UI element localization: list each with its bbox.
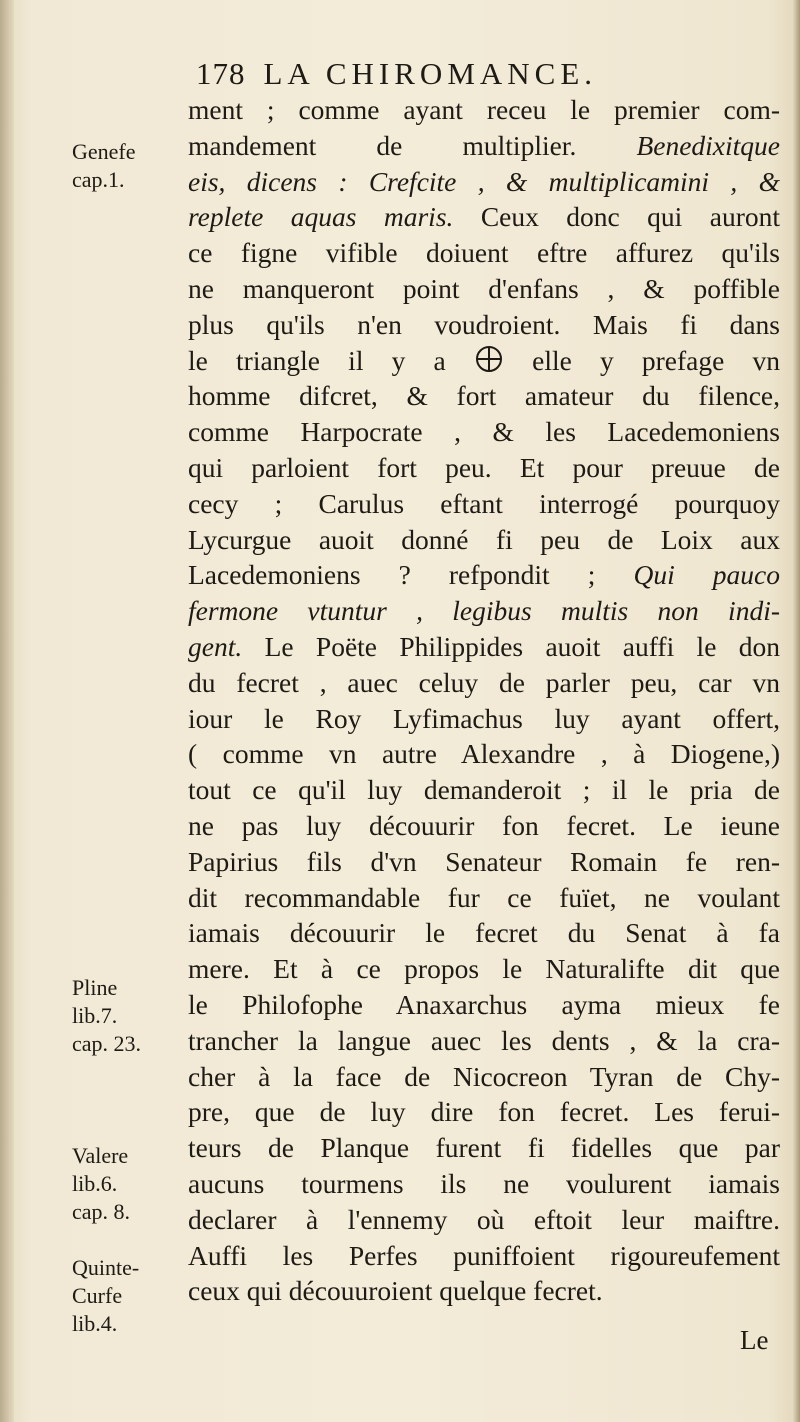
margin-note-line: cap. 23.	[72, 1031, 142, 1056]
text-line	[188, 1059, 780, 1095]
text-line	[188, 701, 780, 737]
italic-text: gent.	[188, 630, 243, 662]
text-line	[188, 450, 780, 486]
text-segment: cher à la face de Nicocreon Tyran de Chy-	[188, 1060, 780, 1092]
margin-note-line: Genefe	[72, 139, 136, 164]
text-segment: le Philofophe Anaxarchus ayma mieux fe	[188, 988, 780, 1020]
italic-text: replete aquas maris.	[188, 201, 454, 233]
text-line	[188, 1094, 780, 1130]
text-segment: elle y prefage vn	[503, 344, 780, 376]
text-line	[188, 1273, 780, 1309]
text-line	[188, 164, 780, 200]
text-line	[188, 736, 780, 772]
text-line	[188, 915, 780, 951]
text-line	[188, 1202, 780, 1238]
text-line	[188, 486, 780, 522]
text-segment: homme difcret, & fort amateur du filence,	[188, 380, 780, 412]
text-segment: le triangle il y a	[188, 344, 474, 376]
text-segment: dit recommandable fur ce fuïet, ne voulant	[188, 881, 780, 913]
text-segment: qui parloient fort peu. Et pour preuue de	[188, 451, 780, 483]
text-segment: plus qu'ils n'en voudroient. Mais fi dans	[188, 308, 780, 340]
text-line	[188, 307, 780, 343]
text-segment: cecy ; Carulus eftant interrogé pourquoy	[188, 487, 780, 519]
text-segment: ceux qui découuroient quelque fecret.	[188, 1275, 603, 1307]
running-title: LA CHIROMANCE.	[263, 56, 598, 91]
text-segment: mandement de multiplier.	[188, 129, 637, 161]
text-line	[188, 343, 780, 379]
text-line	[188, 522, 780, 558]
margin-note-line: Pline	[72, 975, 118, 1000]
running-header	[196, 56, 716, 96]
text-segment: comme Harpocrate , & les Lacedemoniens	[188, 416, 780, 448]
text-segment: Lacedemoniens ? refpondit ;	[188, 559, 634, 591]
text-segment: Papirius fils d'vn Senateur Romain fe ren-	[188, 845, 780, 877]
text-line	[188, 951, 780, 987]
page-edge	[792, 0, 800, 1422]
text-segment: Le Poëte Philippides auoit auffi le don	[242, 630, 780, 662]
text-segment: declarer à l'ennemy où eftoit leur maiftre.	[188, 1203, 780, 1235]
text-segment: ne pas luy découurir fon fecret. Le ieune	[188, 809, 780, 841]
binding-edge	[0, 0, 14, 1422]
margin-note-pline	[72, 974, 182, 1058]
text-segment: ( comme vn autre Alexandre , à Diogene,)	[188, 738, 780, 770]
text-segment: teurs de Planque furent fi fidelles que par	[188, 1132, 780, 1164]
text-segment: pre, que de luy dire fon fecret. Les ferui-	[188, 1096, 780, 1128]
text-line	[188, 199, 780, 235]
italic-text: fermone vtuntur , legibus multis non indi-	[188, 595, 780, 627]
text-segment: tout ce qu'il luy demanderoit ; il le pria de	[188, 774, 780, 806]
italic-text: eis, dicens : Crefcite , & multiplicamini , &	[188, 165, 780, 197]
text-line	[188, 772, 780, 808]
text-line	[188, 414, 780, 450]
text-line	[188, 987, 780, 1023]
text-segment: mere. Et à ce propos le Naturalifte dit que	[188, 953, 780, 985]
text-segment: iour le Roy Lyfimachus luy ayant offert,	[188, 702, 780, 734]
text-line	[188, 880, 780, 916]
text-line	[188, 1238, 780, 1274]
margin-note-line: cap. 8.	[72, 1199, 131, 1224]
text-line	[188, 844, 780, 880]
margin-note-line: lib.6.	[72, 1171, 118, 1196]
text-line	[188, 128, 780, 164]
page-number: 178	[196, 56, 246, 91]
margin-note-line: lib.7.	[72, 1003, 118, 1028]
text-line	[188, 235, 780, 271]
text-segment: ne manqueront point d'enfans , & poffible	[188, 272, 780, 304]
text-segment: Ceux donc qui auront	[453, 201, 780, 233]
margin-note-line: Valere	[72, 1143, 129, 1168]
margin-note-quinte-curse	[72, 1254, 182, 1338]
text-line	[188, 378, 780, 414]
text-line	[188, 593, 780, 629]
italic-text: Qui pauco	[633, 559, 780, 591]
margin-note-valere	[72, 1142, 182, 1226]
text-segment: Lycurgue auoit donné fi peu de Loix aux	[188, 523, 780, 555]
text-segment: iamais découurir le fecret du Senat à fa	[188, 917, 780, 949]
text-line	[188, 665, 780, 701]
margin-note-line: Curfe	[72, 1283, 123, 1308]
text-segment: aucuns tourmens ils ne voulurent iamais	[188, 1167, 780, 1199]
body-text	[188, 92, 780, 1309]
margin-note-line: Quinte-	[72, 1255, 140, 1280]
text-line	[188, 1166, 780, 1202]
margin-note-line: cap.1.	[72, 167, 125, 192]
text-line	[188, 808, 780, 844]
text-line	[188, 271, 780, 307]
italic-text: Benedixitque	[636, 129, 780, 161]
margin-note-genese	[72, 138, 182, 194]
text-segment: ce figne vifible doiuent eftre affurez qu'ils	[188, 237, 780, 269]
text-line	[188, 629, 780, 665]
text-segment: Auffi les Perfes puniffoient rigoureufement	[188, 1239, 780, 1271]
catchword: Le	[740, 1325, 769, 1355]
margin-note-line: lib.4.	[72, 1311, 118, 1336]
text-line	[188, 92, 780, 128]
text-line	[188, 1023, 780, 1059]
circle-cross-symbol	[474, 344, 504, 374]
text-segment: trancher la langue auec les dents , & la cra-	[188, 1024, 780, 1056]
text-line	[188, 1130, 780, 1166]
text-line	[188, 557, 780, 593]
text-segment: du fecret , auec celuy de parler peu, car vn	[188, 666, 780, 698]
text-segment: ment ; comme ayant receu le premier com-	[188, 94, 780, 125]
